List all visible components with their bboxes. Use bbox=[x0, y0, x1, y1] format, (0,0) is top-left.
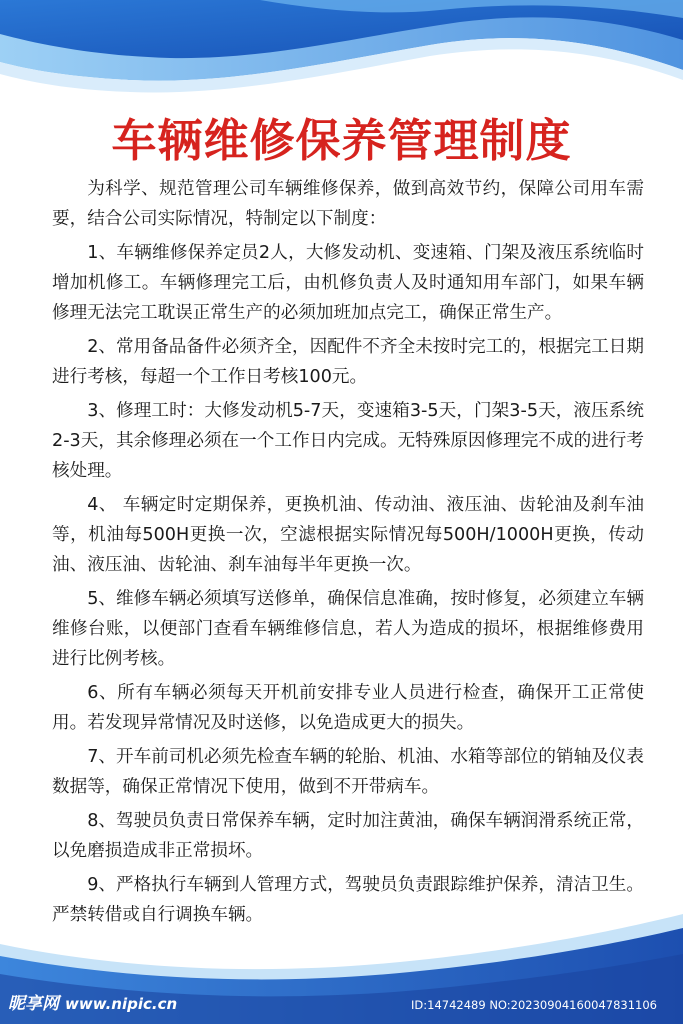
watermark-logo bbox=[8, 989, 177, 1014]
rule-9: 9、严格执行车辆到人管理方式，驾驶员负责跟踪维护保养，清洁卫生。严禁转借或自行调换车辆。 bbox=[52, 875, 644, 925]
rule-3: 3、修理工时：大修发动机5-7天，变速箱3-5天，门架3-5天，液压系统2-3天，其余修理必须在一个工作日内完成。无特殊原因修理完不成的进行考核处理。 bbox=[52, 401, 644, 481]
watermark-brand: 昵享网 bbox=[8, 994, 59, 1014]
rule-5: 5、维修车辆必须填写送修单，确保信息准确，按时修复，必须建立车辆维修台账，以便部门查看车辆维修信息，若人为造成的损坏，根据维修费用进行比例考核。 bbox=[52, 589, 644, 669]
regulation-body bbox=[52, 174, 644, 934]
image-id-label: ID:14742489 NO:20230904160047831106 bbox=[411, 998, 657, 1012]
rule-6: 6、所有车辆必须每天开机前安排专业人员进行检查，确保开工正常使用。若发现异常情况及时送修，以免造成更大的损失。 bbox=[52, 683, 644, 733]
rule-1: 1、车辆维修保养定员2人，大修发动机、变速箱、门架及液压系统临时增加机修工。车辆修理完工后，由机修负责人及时通知用车部门，如果车辆修理无法完工耽误正常生产的必须加班加点完工，确保正常生产。 bbox=[52, 243, 644, 323]
rule-8: 8、驾驶员负责日常保养车辆，定时加注黄油，确保车辆润滑系统正常，以免磨损造成非正常损坏。 bbox=[52, 811, 644, 861]
rule-4: 4、 车辆定时定期保养，更换机油、传动油、液压油、齿轮油及刹车油等，机油每500H更换一次，空滤根据实际情况每500H/1000H更换，传动油、液压油、齿轮油、刹车油每半年更换一次。 bbox=[52, 495, 644, 575]
page-title: 车辆维修保养管理制度 bbox=[111, 114, 572, 167]
rule-7: 7、开车前司机必须先检查车辆的轮胎、机油、水箱等部位的销轴及仪表数据等，确保正常情况下使用，做到不开带病车。 bbox=[52, 747, 644, 797]
watermark-url: www.nipic.cn bbox=[65, 995, 178, 1013]
intro-paragraph: 为科学、规范管理公司车辆维修保养，做到高效节约，保障公司用车需要，结合公司实际情况，特制定以下制度： bbox=[52, 179, 644, 229]
rule-2: 2、常用备品备件必须齐全，因配件不齐全未按时完工的，根据完工日期进行考核，每超一个工作日考核100元。 bbox=[52, 337, 644, 387]
